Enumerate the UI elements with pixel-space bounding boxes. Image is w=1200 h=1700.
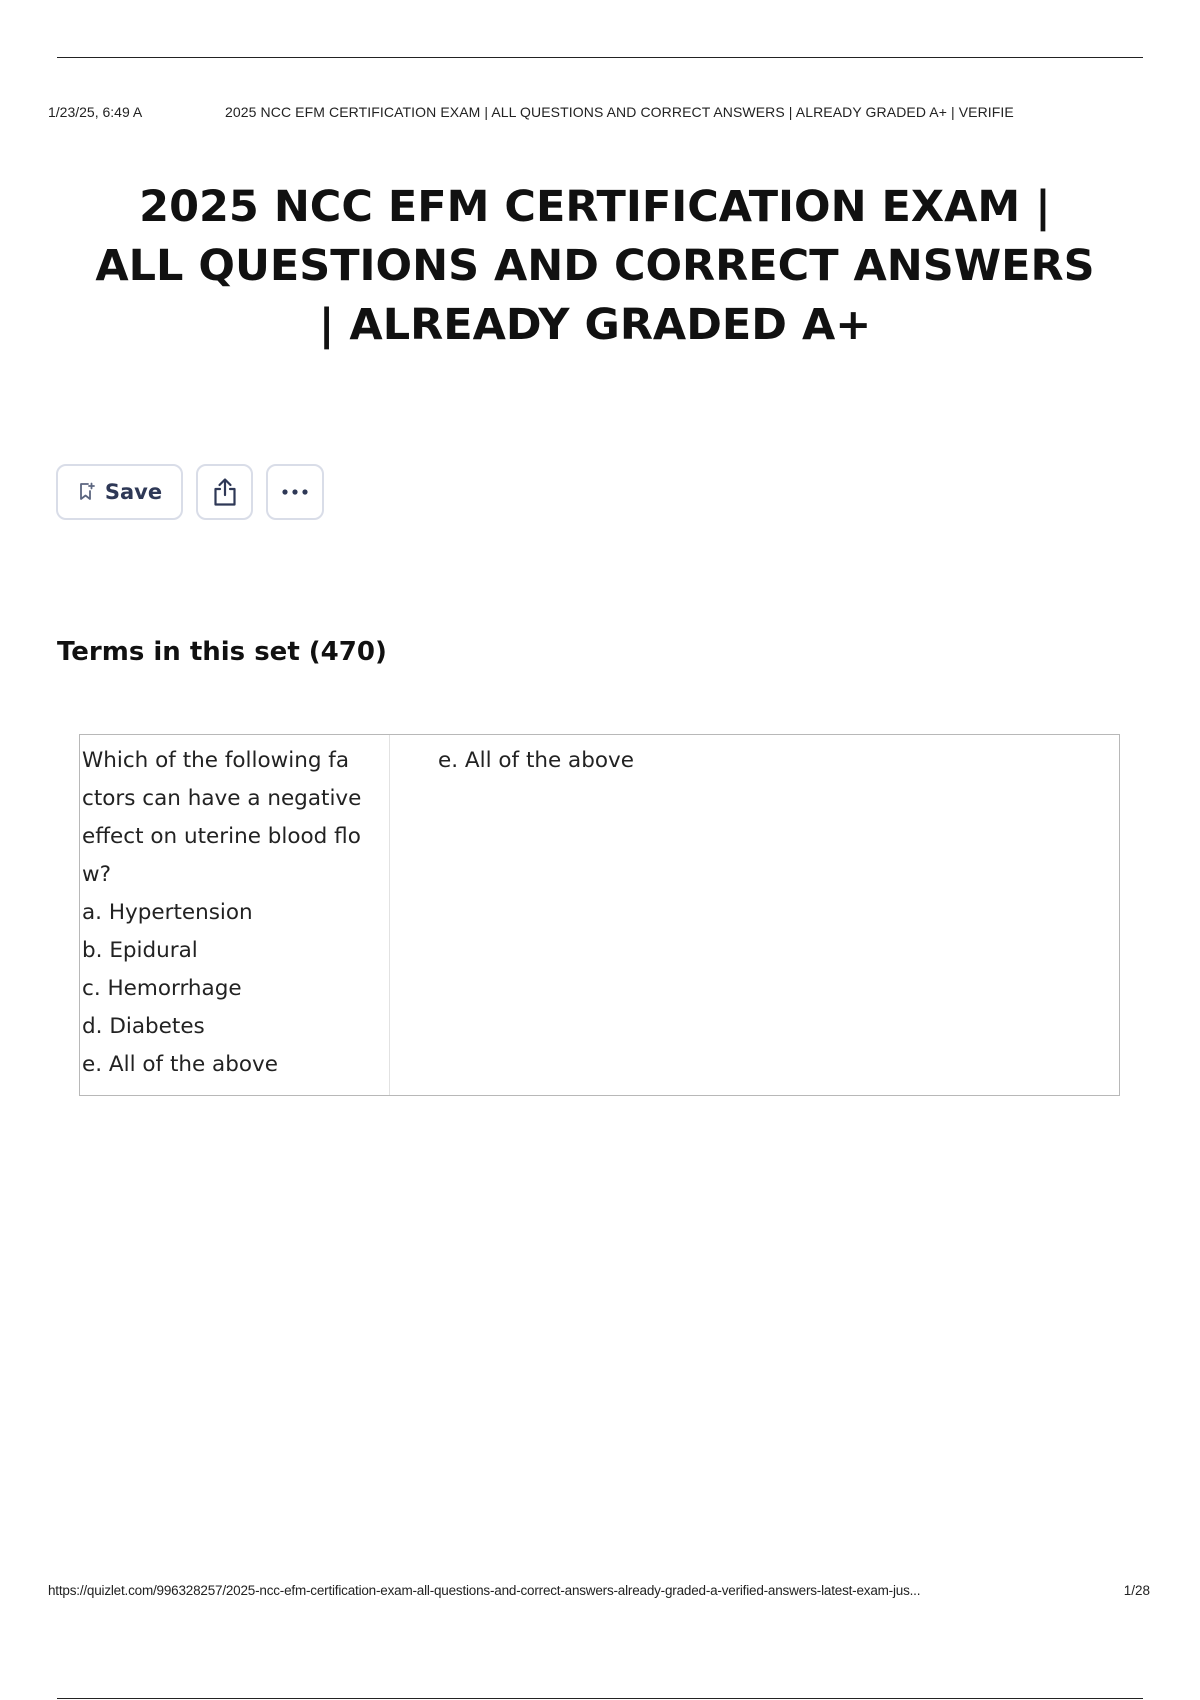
definition-side [390, 735, 1119, 1095]
action-bar [56, 464, 324, 522]
print-footer [48, 1583, 1150, 1603]
term-option: a. Hypertension [82, 900, 253, 925]
term-option: d. Diabetes [82, 1014, 205, 1039]
term-option: c. Hemorrhage [82, 976, 242, 1001]
footer-page-indicator: 1/28 [1123, 1583, 1150, 1598]
bookmark-add-icon [77, 482, 95, 502]
more-horizontal-icon [281, 488, 309, 496]
term-side [80, 735, 390, 1095]
print-date: 1/23/25, 6:49 A [48, 104, 143, 120]
term-answer: e. All of the above [438, 748, 634, 773]
terms-heading: Terms in this set (470) [57, 637, 387, 667]
bottom-rule [57, 1698, 1143, 1699]
top-rule [57, 57, 1143, 58]
save-button-label: Save [104, 480, 163, 504]
save-button[interactable] [56, 464, 183, 520]
more-options-button[interactable] [266, 464, 324, 520]
print-header-title: 2025 NCC EFM CERTIFICATION EXAM | ALL QUESTIONS AND CORRECT ANSWERS | ALREADY GRADED A+ | VERIFIE [225, 104, 1014, 120]
page-title: 2025 NCC EFM CERTIFICATION EXAM | ALL QUESTIONS AND CORRECT ANSWERS | ALREADY GRADED A+ [95, 182, 1095, 350]
term-card [79, 734, 1120, 1096]
term-question: Which of the following fa ctors can have a negative effect on uterine blood flo w? [82, 748, 362, 887]
print-header [48, 104, 1138, 124]
footer-url: https://quizlet.com/996328257/2025-ncc-efm-certification-exam-all-questions-and-correct-answers-already-graded-a-verified-answers-latest-exam-jus... [48, 1583, 921, 1598]
share-button[interactable] [196, 464, 253, 520]
share-icon [211, 477, 239, 507]
term-option: b. Epidural [82, 938, 198, 963]
term-option: e. All of the above [82, 1052, 278, 1077]
